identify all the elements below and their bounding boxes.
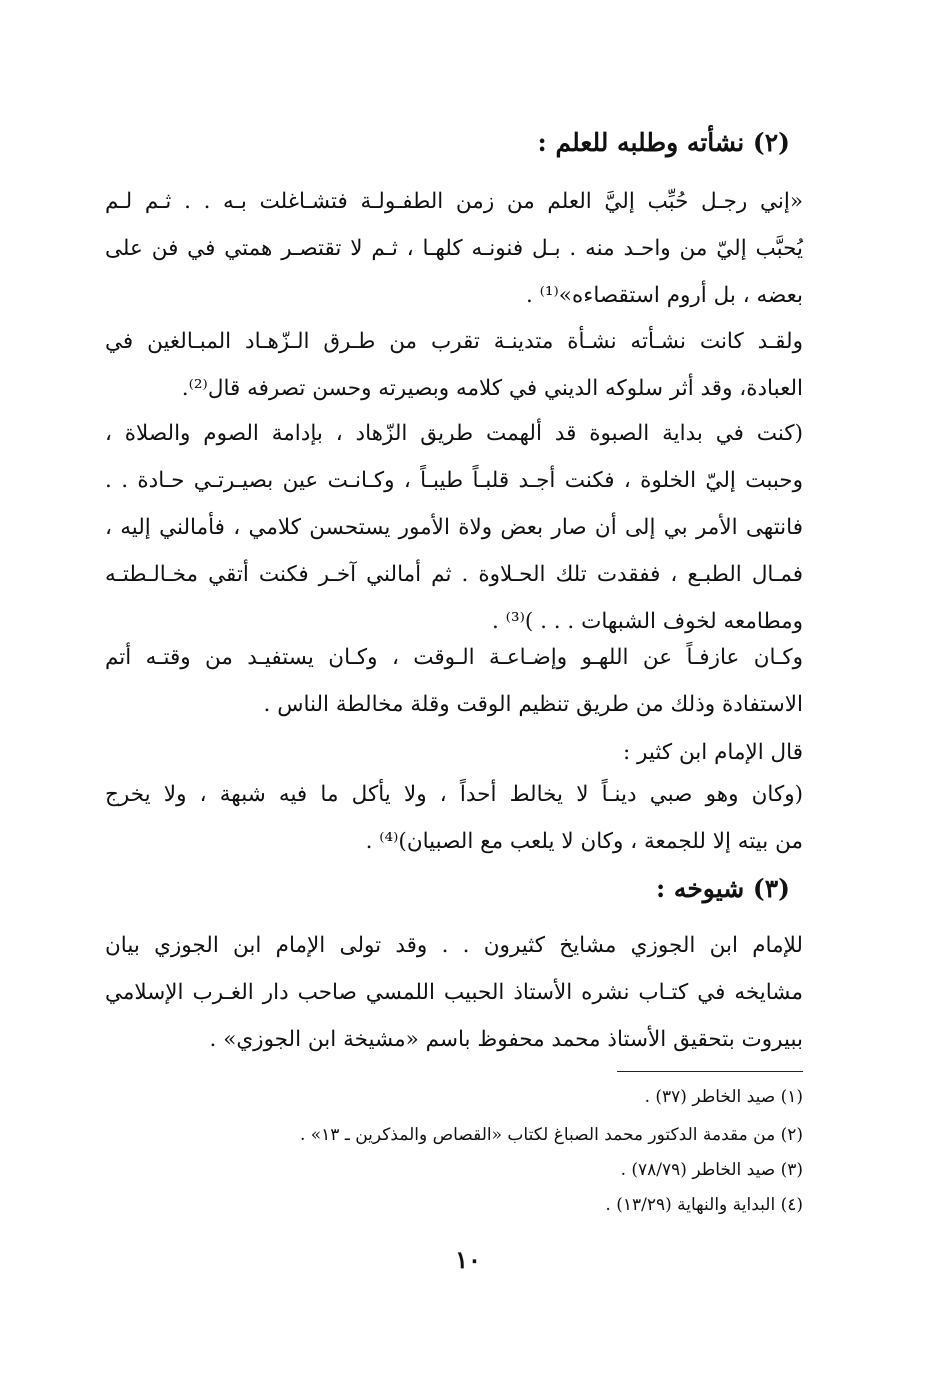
text-line: من بيته إلا للجمعة ، وكان لا يلعب مع الصبيان)⁽⁴⁾ . [365,829,803,854]
text-line: فانتهى الأمر بي إلى أن صار بعض ولاة الأمور يستحسن كلامي ، فأمالني إليه ، [105,515,803,540]
section-heading-upbringing: (٢) نشأته وطلبه للعلم : [537,128,790,157]
footnote-1: (١) صيد الخاطر (٣٧) . [644,1087,803,1107]
text-line: العبادة، وقد أثر سلوكه الديني في كلامه وبصيرته وحسن تصرفه قال⁽²⁾. [181,376,803,401]
text-line: ولقـد كانت نشـأته نشـأة متدينـة تقرب من طـرق الـزّهـاد المبـالغين في [105,329,803,354]
ibn-kathir-label: قال الإمام ابن كثير : [622,740,803,765]
text-line: ومطامعه لخوف الشبهات . . . )⁽³⁾ . [492,609,803,634]
quote-paragraph-3 [105,771,803,865]
section-heading-teachers: (٣) شيوخه : [655,874,790,903]
body-paragraph-3 [105,922,803,1063]
body-paragraph-1 [105,318,803,412]
text-line: (وكان وهو صبي دينـاً لا يخالط أحداً ، ولا يأكل ما فيه شبهة ، ولا يخرج [105,782,803,807]
text-line: يُحبَّب إليّ من واحـد منه . بـل فنونـه كلهـا ، ثـم لا تقتصـر همتي في فن على [105,236,803,261]
text-line: وحببت إليّ الخلوة ، فكنت أجـد قلبـاً طيبـاً ، وكـانـت عين بصيـرتـي حـادة . . [105,468,803,493]
quote-paragraph-2 [105,410,803,645]
text-line: ببيروت بتحقيق الأستاذ محمد محفوظ باسم «مشيخة ابن الجوزي» . [209,1027,803,1052]
footnote-3: (٣) صيد الخاطر (٧٨/٧٩) . [620,1160,803,1180]
text-line: مشايخه في كتـاب نشره الأستاذ الحبيب اللمسي صاحب دار الغـرب الإسلامي [105,980,803,1005]
footnote-divider [617,1071,803,1072]
body-paragraph-2 [105,634,803,728]
text-line: للإمام ابن الجوزي مشايخ كثيرون . . وقد تولى الإمام ابن الجوزي بيان [105,933,803,958]
footnote-4: (٤) البداية والنهاية (١٣/٢٩) . [605,1195,803,1215]
footnote-2: (٢) من مقدمة الدكتور محمد الصباغ لكتاب «القصاص والمذكرين ـ ١٣» . [299,1125,803,1145]
text-line: فمـال الطبـع ، ففقدت تلك الحـلاوة . ثم أمالني آخـر فكنت أتقي مخـالـطتـه [105,562,803,587]
text-line: «إني رجـل حُبِّب إليَّ العلم من زمن الطفـولـة فتشـاغلت بـه . . ثـم لـم [105,189,803,214]
text-line: وكـان عازفـاً عن اللهـو وإضـاعـة الـوقت ، وكـان يستفيـد من وقتـه أتم [105,645,803,670]
text-line: الاستفادة وذلك من طريق تنظيم الوقت وقلة مخالطة الناس . [263,692,803,717]
page-number: ١٠ [455,1245,481,1274]
text-line: (كنت في بداية الصبوة قد ألهمت طريق الزّهاد ، بإدامة الصوم والصلاة ، [105,421,803,446]
quote-paragraph-1 [105,178,803,319]
text-line: بعضه ، بل أروم استقصاءه»⁽¹⁾ . [525,283,803,308]
